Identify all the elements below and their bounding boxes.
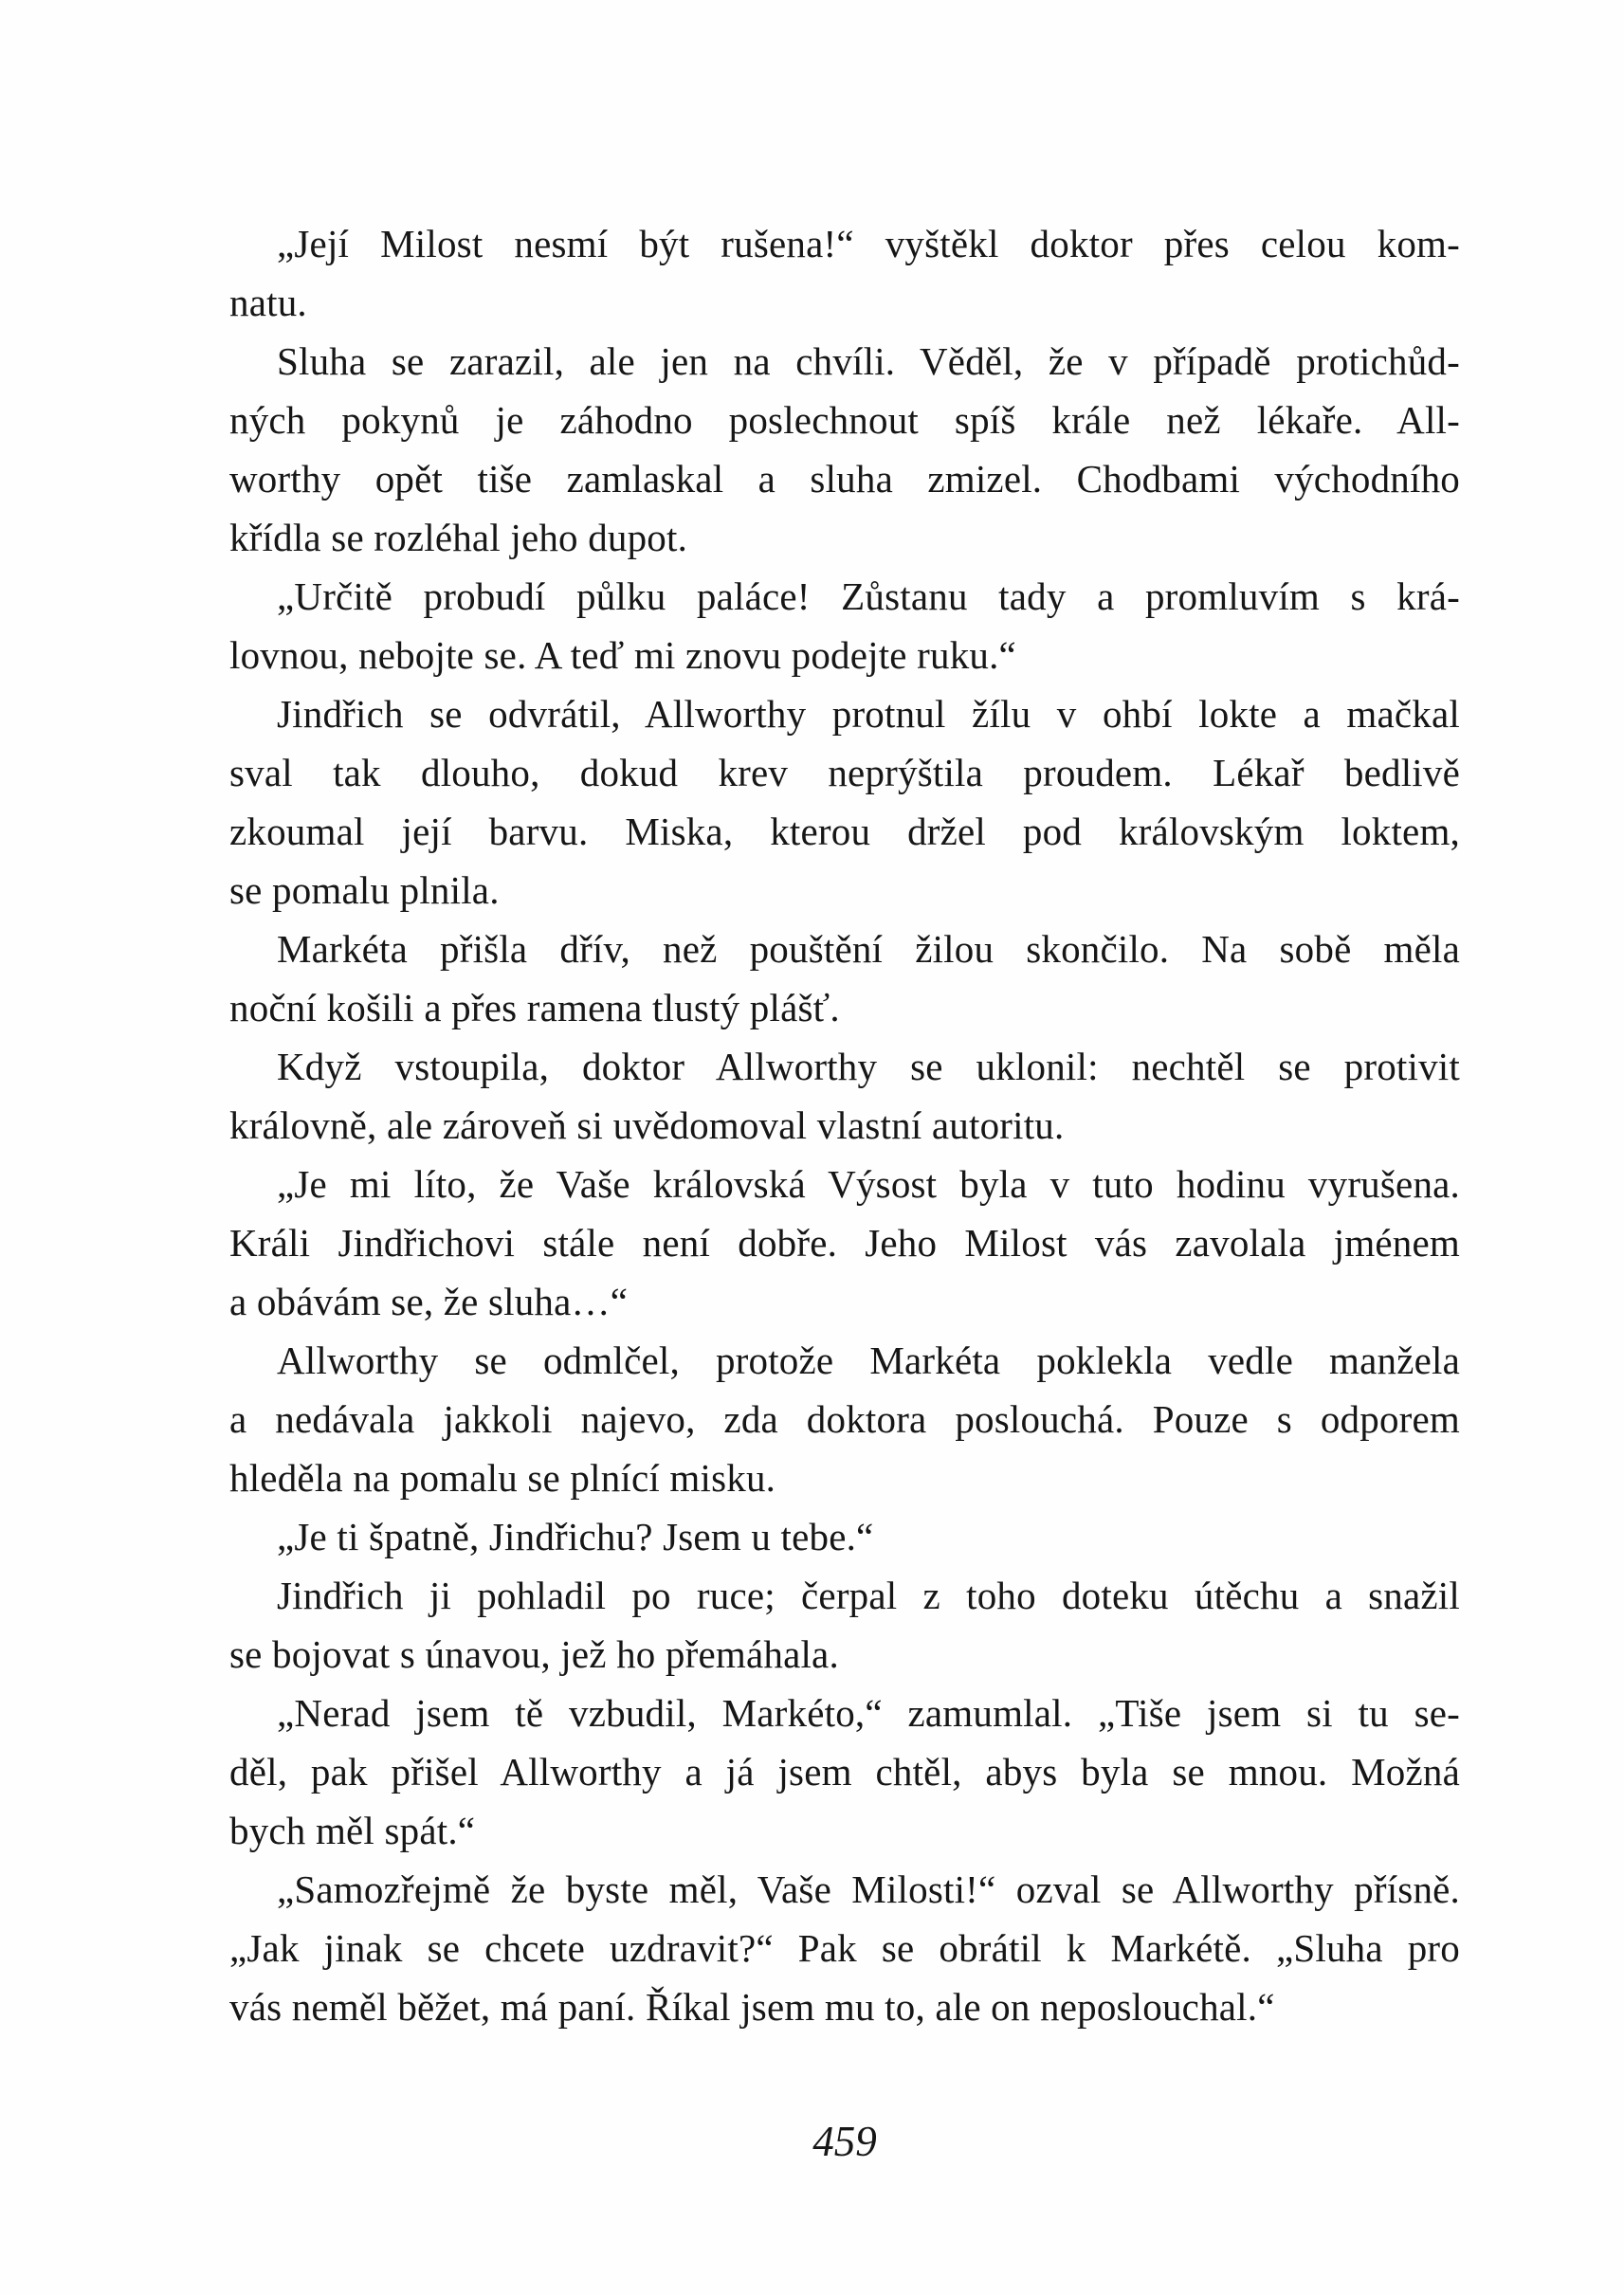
text-line: Sluha se zarazil, ale jen na chvíli. Věděl, že v případě protichůd- xyxy=(277,339,1460,383)
paragraph xyxy=(229,684,1460,920)
text-line: „Určitě probudí půlku paláce! Zůstanu tady a promluvím s krá- xyxy=(277,574,1460,618)
text-line: děl, pak přišel Allworthy a já jsem chtěl, abys byla se mnou. Možná xyxy=(229,1750,1460,1794)
text-line: sval tak dlouho, dokud krev neprýštila proudem. Lékař bedlivě xyxy=(229,751,1460,794)
paragraph xyxy=(229,920,1460,1037)
text-line: vás neměl běžet, má paní. Říkal jsem mu to, ale on neposlouchal.“ xyxy=(229,1985,1275,2029)
text-line: Jindřich se odvrátil, Allworthy protnul žílu v ohbí lokte a mačkal xyxy=(277,692,1460,736)
paragraph xyxy=(229,1684,1460,1860)
text-line: „Její Milost nesmí být rušena!“ vyštěkl doktor přes celou kom- xyxy=(277,222,1460,265)
text-line: zkoumal její barvu. Miska, kterou držel pod královským loktem, xyxy=(229,810,1460,853)
text-line: „Je mi líto, že Vaše královská Výsost byla v tuto hodinu vyrušena. xyxy=(277,1162,1460,1206)
text-line: natu. xyxy=(229,281,307,324)
text-line: Jindřich ji pohladil po ruce; čerpal z toho doteku útěchu a snažil xyxy=(277,1574,1460,1617)
text-line: Když vstoupila, doktor Allworthy se uklonil: nechtěl se protivit xyxy=(277,1045,1460,1088)
text-line: královně, ale zároveň si uvědomoval vlastní autoritu. xyxy=(229,1103,1065,1147)
text-line: a nedávala jakkoli najevo, zda doktora poslouchá. Pouze s odporem xyxy=(229,1397,1460,1441)
text-line: hleděla na pomalu se plnící misku. xyxy=(229,1456,776,1500)
text-line: „Jak jinak se chcete uzdravit?“ Pak se obrátil k Markétě. „Sluha pro xyxy=(229,1926,1460,1970)
text-line: Allworthy se odmlčel, protože Markéta poklekla vedle manžela xyxy=(277,1339,1460,1382)
paragraph xyxy=(229,1507,1460,1566)
text-line: a obávám se, že sluha…“ xyxy=(229,1280,629,1323)
text-line: Králi Jindřichovi stále není dobře. Jeho Milost vás zavolala jménem xyxy=(229,1221,1460,1265)
text-line: se pomalu plnila. xyxy=(229,868,500,912)
text-line: se bojovat s únavou, jež ho přemáhala. xyxy=(229,1632,839,1676)
text-line: křídla se rozléhal jeho dupot. xyxy=(229,516,688,559)
paragraph xyxy=(229,1566,1460,1684)
paragraph xyxy=(229,332,1460,567)
paragraph xyxy=(229,1037,1460,1155)
paragraph xyxy=(229,1155,1460,1331)
body-text xyxy=(229,214,1460,2036)
paragraph xyxy=(229,1860,1460,2036)
text-line: worthy opět tiše zamlaskal a sluha zmizel. Chodbami východního xyxy=(229,457,1460,501)
text-line: ných pokynů je záhodno poslechnout spíš krále než lékaře. All- xyxy=(229,398,1460,442)
paragraph xyxy=(229,214,1460,332)
text-line: bych měl spát.“ xyxy=(229,1809,476,1852)
text-line: „Je ti špatně, Jindřichu? Jsem u tebe.“ xyxy=(277,1515,874,1558)
text-line: Markéta přišla dřív, než pouštění žilou skončilo. Na sobě měla xyxy=(277,927,1460,971)
text-line: noční košili a přes ramena tlustý plášť. xyxy=(229,986,840,1029)
paragraph xyxy=(229,1331,1460,1507)
text-line: „Samozřejmě že byste měl, Vaše Milosti!“ ozval se Allworthy přísně. xyxy=(277,1867,1460,1911)
text-line: lovnou, nebojte se. A teď mi znovu podejte ruku.“ xyxy=(229,633,1016,677)
page-number: 459 xyxy=(812,2118,877,2165)
text-line: „Nerad jsem tě vzbudil, Markéto,“ zamumlal. „Tiše jsem si tu se- xyxy=(277,1691,1460,1735)
paragraph xyxy=(229,567,1460,684)
